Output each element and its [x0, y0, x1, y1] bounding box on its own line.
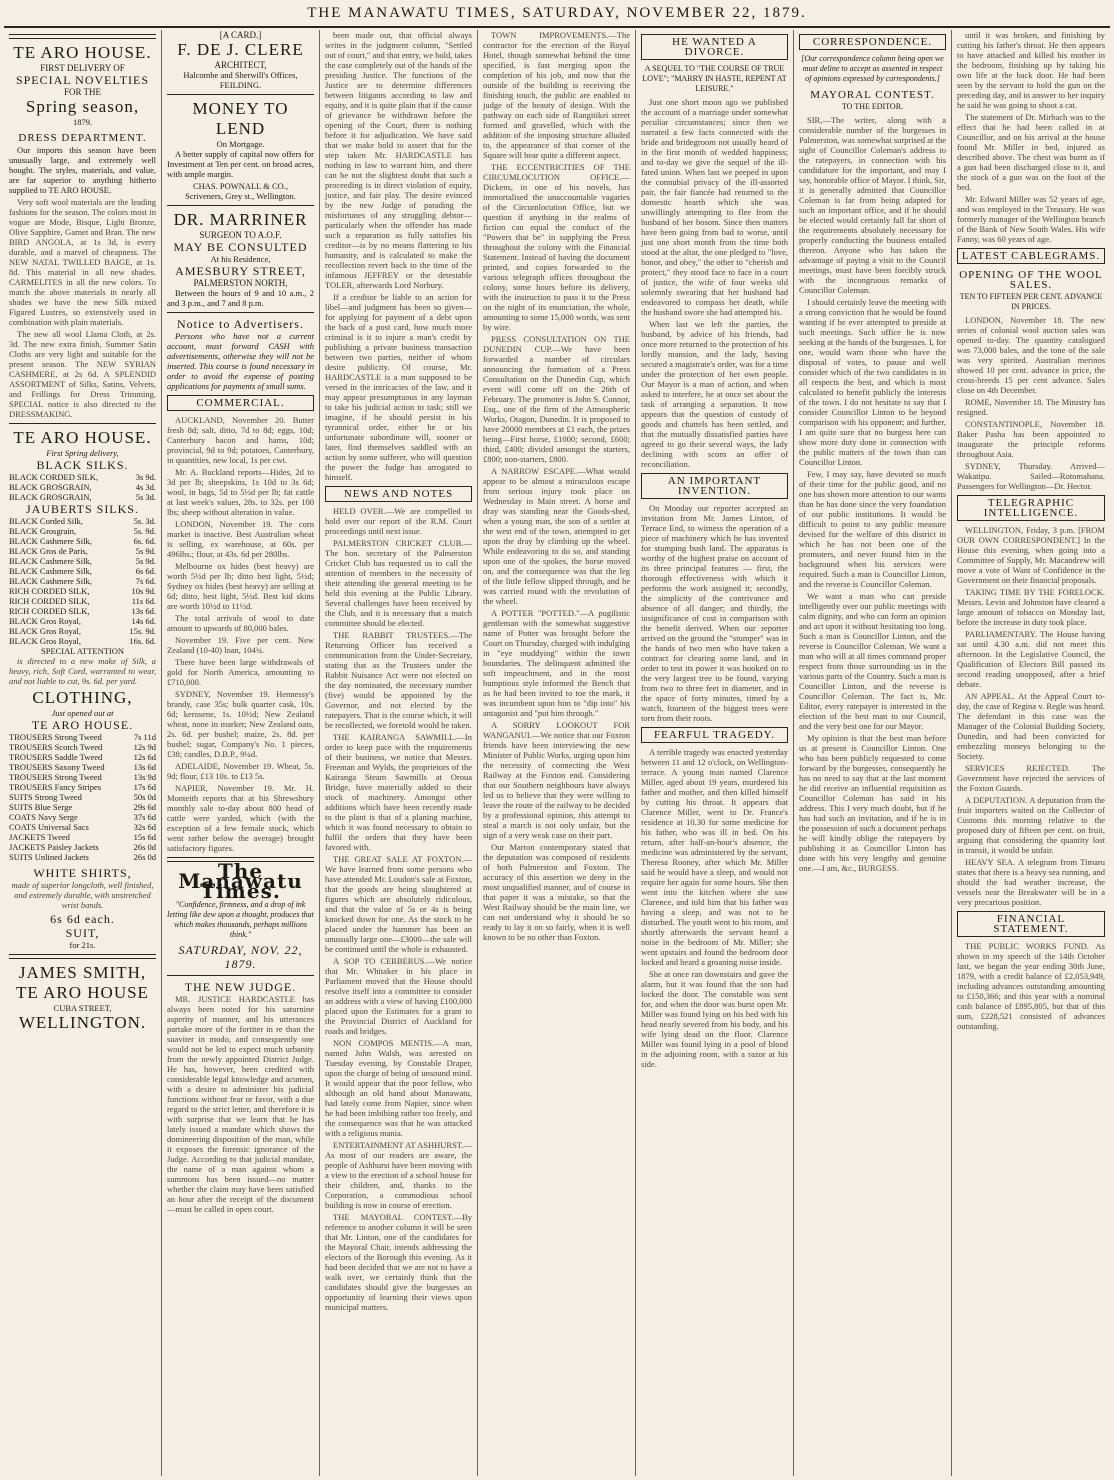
column-1: TE ARO HOUSE. FIRST DELIVERY OF SPECIAL NOVELTIES FOR THE Spring season, 1879. DRESS DEPARTMENT. Our imports this season have been unusually large, and extremely well bought. The styles, materials, and value, are far superior to anything hitherto supplied to TE ARO HOUSE. Very soft wool materials are the leading fashions for the season. The colors most in vogue are Mode, Bisque, Light Bronze, Olive Sapphire, Garnet and Bran. The new BIRD ANGOLA, at 1s 3d, is every durable, and a marvel of cheapness. The NEW NATAL TWILLED BAIGE, at 1s. 8d. This material in all new shades. CARMELITES in all the new colors. To match the above materials in nearly all shades we have the new Silk mixed Figured Lustres, so extensively used in combination with plain materials. The new all wool Llama Cloth, at 2s. 3d. The new extra finish, Summer Satin Cloths are very light and suitable for the present season. The NEW SYRIAN CASHMERE, at 2s 6d. A SPLENDID ASSORTMENT of Silks, Satins, Velvets, and Frillings for Dress Trimming. SPECIAL notice is also directed to the DRESSMAKING. TE ARO HOUSE. First Spring delivery, BLACK SILKS. BLACK CORDED SILK, 3s 9d. BLACK GROSGRAIN, 4s 3d. BLACK GROSGRAIN, 5s 3d. JAUBERTS SILKS. BLACK Corded Silk, 5s. 3d. BLACK Grosgrain, 5s. 9d. BLACK Cashmere Silk, 6s. 6d. BLACK Gros de Paris, 5s 9d. BLACK Cashmere Silk, 5s 9d. BLACK Cashmere Silk, 6s 6d. BLACK Cashmere Silk, 7s 6d. RICH CORDED SILK, 10s 9d. RICH CORDED SILK, 11s 6d. RICH CORDED SILK, 13s 6d. BLACK Gros Royal, 14s 6d. BLACK Gros Royal, 15s. 9d. BLACK Gros Royal, 16s. 6d. SPECIAL ATTENTION is directed to a new make of Silk, a heavy, rich, Soft Cord, warranted to wear, and not liable to cut, 9s. 6d. per yard. CLOTHING, Just opened out at TE ARO HOUSE. TROUSERS Strong Tweed 7s 11d TROUSERS Scotch Tweed 12s 9d TROUSERS Saddle Tweed 12s 6d TROUSERS Saxony Tweed 13s 6d TROUSERS Strong Tweed 13s 9d TROUSERS Fancy Stripes 17s 6d SUITS Strong Tweed 50s 0d SUITS Blue Serge 29s 6d COATS Navy Serge 37s 6d COATS Universal Sacs 32s 6d JACKETS Tweed 15s 6d JACKETS Paisley Jackets 26s 0d SUITS Unlined Jackets 26s 0d WHITE SHIRTS, made of superior longcloth, well finished, and extremely durable, with unstretched wrist bands. 6s 6d each. SUIT, for 21s. JAMES SMITH, TE ARO HOUSE CUBA STREET, WELLINGTON.	[4, 30, 162, 1476]
ad-title: TE ARO HOUSE.	[13, 43, 152, 62]
column-4: TOWN IMPROVEMENTS.—The contractor for the erection of the Royal Hotel, though somewhat behind the time specified, is fast merging upon the completion of his job, and now that the outside of the building is receiving the finishing touch, the public are enabled to judge of the beauty of design. With the pathway on each side of Rangitikei street formed and gravelled, which with the addition of the imposing structure alluded to, the appearance of that corner of the Square will bear quite a different aspect. THE ECCENTRICITIES OF THE CIRCUMLOCUTION OFFICE.—Dickens, in one of his novels, has immortalised the unaccountable vagaries of the Circumlocution Office, but we question if anything in the realms of fiction can equal the conduct of the "Powers that be" in supplying the Press throughout the colony with the Financial Statement. Instead of having the document printed, and copies forwarded to the various telegraph offices throughout the colony, some hours before its delivery, with the instruction to pass it to the Press on the night of its enunciation, the whole, amounting to some 15,000 words, was sent by wire. PRESS CONSULTATION ON THE DUNEDIN CUP.—We have been forwarded a number of circulars announcing the formation of a Press Consultation on the Dunedin Cup, which event will come off on the 26th of February. The promoter is John S. Connor, Esq., one of the firm of the Atmospheric Works, Otagon, Dunedin. It is proposed to have 20000 members at £1 each, the prizes being—First horse, £1000; second, £600; third, £400; divided amongst the starters, £800; non-starters, £800. A NARROW ESCAPE.—What would appear to be almost a miraculous escape from serious injury took place on Wednesday in Main street. A horse and dray was standing near the Goods-shed, when a young man, the son of a settler at the west end of the town, attempted to get upon the dray by climbing up the wheel. While endeavoring to do so, and standing upon one of the spokes, the horse moved on, and the consequence was that the leg of the little fellow slipped through, and he was carried round with the revolution of the wheel. A POTTER "POTTED."—A pugilistic gentleman with the somewhat suggestive name of Potter was brought before the Court on Thursday, charged with indulging in "eye muddying" within the town boundaries. The delinquent admitted the soft impeachment, and in the most bumptious style informed the Bench that as he had been invited to toe the mark, it was incumbent upon him to "dip into" his antagonist and "put him through." A SORRY LOOKOUT FOR WANGANUI.—We notice that our Foxton friends have been interviewing the new Minister of Public Works, urging upon him the necessity of connecting the West Railway at the Foxton end. Considering that our Southern neighbours have always led us to believe that they were willing to leave the route of the railway to be decided by a professional opinion, this attempt to steal a march is not only unfair, but the sign of a very weak case on their part. Our Marton contemporary stated that the deputation was composed of residents of both Palmerston and Foxton. The accuracy of this assertion we deny in the most unqualified manner, and of course in that paper it was a mistake, so that the West Railway should be the main line, we can not understand why it should be so ready to lay it on so fairly, when it is well known to be no other than Foxton.	[478, 30, 636, 1476]
masthead: THE MANAWATU TIMES, SATURDAY, NOVEMBER 22, 1879.	[307, 5, 807, 21]
column-7: until it was broken, and finishing by cutting his father's throat. He then appears to have attacked and killed his mother in the bedroom, finishing up by taking his own life at the back door. He had been seen by the servant to hold the gun on the preceding day, and in answer to her inquiry he said he was going to shoot a cat. The statement of Dr. Mirbach was to the effect that he had been called in at Councillor, and on his arrival at the house found Mr. Miller in bed, injured as described above. The chest was burnt as if a gun had been discharged close to it, and the stock of a gun was on the foot of the bed. Mr. Edward Miller was 52 years of age, and was employed in the Treasury. He was formerly manager of the Wellington branch of the Bank of New South Wales. His wife Fanny, was 60 years of age. LATEST CABLEGRAMS. OPENING OF THE WOOL SALES. TEN TO FIFTEEN PER CENT. ADVANCE IN PRICES. LONDON, November 18. The new series of colonial wool auction sales was opened to-day. The quantity catalogued was 73,000 bales, and the tone of the sale was very spirited. Australian merinos showed 10 per cent. advance in price, the cross-breeds 15 per cent advance. Sales close on 4th December. ROME, November 18. The Ministry has resigned. CONSTANTINOPLE, November 18. Baker Pasha has been appointed to inaugurate the principle reforms throughout Asia. SYDNEY, Thursday. Arrived—Wakatipu. Sailed—Rotomahana. Passengers for Wellington—Dr. Hector. TELEGRAPHIC INTELLIGENCE. WELLINGTON, Friday, 3 p.m. [FROM OUR OWN CORRESPONDENT.] In the House this evening, when going into a Committee of Supply, Mr. Macandrew will move a vote of Want of Confidence in the Government on their financial proposals. TAKING TIME BY THE FORELOCK. Messrs. Levin and Johnston have cleared a large amount of tobacco on Monday last, before the increase in duty took place. PARLIAMENTARY. The House having sat until 4.30 a.m. did not meet this afternoon. In the Legislative Council, the Qualification of Electors Bill passed its second reading unopposed, after a brief debate. AN APPEAL. At the Appeal Court to-day, the case of Regina v. Regle was heard. The defendant in this case was the Manager of the Colonial Building Society, Dunedin, and had been convicted for embezzling moneys belonging to the Society. SERVICES REJECTED. The Government have rejected the services of the Foxton Guards. A DEPUTATION. A deputation from the fruit importers waited on the Collector of Customs this morning relative to the proposed duty of fifteen per cent. on fruit, arguing that considering the quantity lost in transit, it would be unfair. HEAVY SEA. A telegram from Timaru states that there is a heavy sea running, and should the bad weather increase, the vessels near the Breakwater will be in a very precarious position. FINANCIAL STATEMENT. THE PUBLIC WORKS FUND. As shown in my speech of the 14th October last, we began the year ending 30th June, 1879, with a credit balance of £2,053,949, including advances outstanding amounting to £150,366; and this year with a nominal cash balance of £895,805, but that of this sum, £228,521 consisted of advances outstanding.	[957, 30, 1105, 1031]
column-5: HE WANTED A DIVORCE. A SEQUEL TO "THE COURSE OF TRUE LOVE"; "MARRY IN HASTE, REPENT AT LEISURE." Just one short moon ago we published the account of a marriage under somewhat peculiar circumstances; since then we narrated a few facts connected with the bride and bridegroom not usually heard of in the first month of wedded happiness; and to-day we give the sequel of the ill-fated union. When last we peeped in upon the connubial privacy of the ill-assorted pair, the fair fiancée had returned to the domestic hearth which she was unwillingly attempting to flee from the husband of her bosom. Since then matters have been going from bad to worse, until just one short month from the time both stood at the altar, the one pledged to "love, honor, and obey," the other to "cherish and protect," they stood face to face in a court of justice, the wife of four weeks old solemnly swearing that her husband had endeavored to compass her death, while the husband swore she had attempted his. When last we left the parties, the husband, by advice of his friends, had once more returned to the protection of his lordly mansion, and the lady, having secured a magistrate's order, was for a time under the protection of her own people. Our Mayor is a man of action, and when asked to interfere, he at once set about the task of arranging a separation. It now appears that the question of custody of goods and chattels has been settled, and that the mutually dissatisfied parties have agreed to go their several ways, the lady declining with scorn an offer of reconciliation. AN IMPORTANT INVENTION. On Monday our reporter accepted an invitation from Mr. James Linton, of Terrace End, to witness the operation of a piece of machinery which he has invented for stumping bush land. The apparatus is worthy of the highest praise on account of its three principal features — first, the thorough effectiveness with which it performs the work assigned it; secondly, the simplicity of the contrivance and absence of all danger; and thirdly, the insignificance of cost in comparison with the benefit derived. When our reporter arrived on the ground the "stumper" was in the hands of two men who have taken a contract for clearing some land, and in order to test its power it was hooked on to the very largest tree to be found, varying from two to three feet in diameter, and in the space of forty minutes, timed by a watch, fourteen of the biggest trees were torn from their roots. FEARFUL TRAGEDY. A terrible tragedy was enacted yesterday between 11 and 12 o'clock, on Wellington-terrace. A young man named Clarence Miller, aged about 19 years, murdered his father and mother, and then killed himself by cutting his throat. It appears that Clarence Miller, went to Dr. France's residence at 10.30 for some medicine for his father, who was ill in bed. On his return, after half-an-hour's absence, the medicine was administered by the servant, Theresa Rooney, after which Mr. Miller said he would have a sleep, and would not require her again for some hours. She then went into the kitchen where she saw Clarence, and told him that his father was having a sleep, and was not to be disturbed. The youth went to his room, and shortly afterwards the servant heard a noise in the bedroom of Mr. Miller; she went upstairs and found the bedroom door locked and heard a groaning noise inside. She at once ran downstairs and gave the alarm, but it was found that the son had locked the door. The constable was sent for, and when the door was burst open Mr. Miller was found lying on his bed with his head nearly severed from his body, and his wife lying dead on the floor. Clarence Miller was found lying in a pool of blood in the adjoining room, with a razor at his side.	[636, 30, 794, 1476]
masthead-rule	[4, 26, 1110, 28]
column-3: been made out, that official always writes in the judgment column, "Settled out of court," and that entry, we hold, takes the case completely out of the hands of the presiding Justice. The functions of the Justice are to determine differences between litigants according to law and equity, and it is quite plain that if the cause of grievance be withdrawn before the opening of the Court, there is nothing before it for adjudication. We have said that we make bold to assert that for the step taken Mr. HARDCASTLE has nothing in law to warrant him, and there can be not the slightest doubt that such a proceeding is in direct violation of equity, justice, and fair play. The desire evinced by the new Judge of parading the misfortunes of any struggling debtor—particularly when the offender has made such a reparation as fully satisfies his creditor—is by no means flattering to his humanity, and is calculated to make the recollection revert back to the time of the infamous JEFFREY or the detestable TOLER, afterwards Lord Norbury. If a creditor be liable to an action for libel—and judgment has been so given—for applying for payment of a debt upon the back of a post card, how much more criminal is it to injure a man's credit by publishing a private business transaction between two parties, neither of whom desire publicity. Of course, Mr. HARDCASTLE is a man supposed to be versed in the intricacies of the law, and it may appear presumptuous in any layman to take his judicial action to task; still we imagine, if he should persist in his tyrannical order, either he or his unfortunate subordinate will, sooner or later, find themselves saddled with an action by some sufferer, who will question the power the Judge has arrogated to himself. NEWS AND NOTES HELD OVER.—We are compelled to hold over our report of the R.M. Court proceedings until next issue. PALMERSTON CRICKET CLUB.—The hon. secretary of the Palmerston Cricket Club has requested us to call the attention of members to the necessity of their attending the general meeting to be held this evening at the Public Library. Several challenges have been received by the Club, and it is necessary that a match committee should be elected. THE RABBIT TRUSTEES.—The Returning Officer has received a communication from the Under-Secretary, stating that as the Trustees under the Rabbit Nuisance Act were not elected on the day nominated, the necessary number (five) would be appointed by the Governor, and not elected by the ratepayers. That is the course which, it will be recollected, we foretold would be taken. THE KAIRANGA SAWMILL.—In order to keep pace with the requirements of their business, we notice that Messrs. Freeman and Wylds, the proprietors of the Kairanga Steam Sawmills at Oroua Bridge, have materially added to their stock of machinery. Amongst other additions which have been recently made to the plant is that of a planing machine, which it was found necessary to obtain to fulfil the orders that they have been favored with. THE GREAT SALE AT FOXTON.—We have learned from some persons who have attended Mr. Loudon's sale at Foxton, that the goods are being slaughtered at figures which are absolutely ridiculous, and that the value of 5s or 4s is being knocked down for one. As the stock to be placed under the hammer has been an unusually large one—£3000—the sale will be continued until the whole is exhausted. A SOP TO CERBERUS.—We notice that Mr. Whitaker in his place in Parliament moved that the House should resolve itself into a committee to consider an address with a view of having £100,000 placed upon the Estimates for a grant to the Provincial District of Auckland for roads and bridges. NON COMPOS MENTIS.—A man, named John Walsh, was arrested on Tuesday evening, by Constable Draper, upon the charge of being of unsound mind. It would appear that the poor fellow, who although an old hand about Manawatu, had lately come from Napier, since when he had been imbibing rather too freely, and the consequence was that he was attacked with a religious mania. ENTERTAINMENT AT ASHHURST.—As most of our readers are aware, the people of Ashhurst have been moving with a view to the erection of a school house for their children, and, thanks to the Corporation, a commodious school building is now in course of erection. THE MAYORAL CONTEST.—By reference to another column it will be seen that Mr. Linton, one of the candidates for the Mayoral Chair, intends addressing the electors of the Borough this evening. As it had been decided that we are not to have a walk over, we certainly think that the candidates should give the burgesses an opportunity of learning their views upon municipal matters.	[320, 30, 478, 1476]
column-2: [A CARD.] F. DE J. CLERE ARCHITECT, Halcombe and Sherwill's Offices, FEILDING. MONEY TO LEND On Mortgage. A better supply of capital now offers for Investment at Ten per cent. on broad acres, with ample margin. CHAS. POWNALL & CO., Scriveners, Grey st., Wellington. DR. MARRINER SURGEON TO A.O.F. MAY BE CONSULTED At his Residence, AMESBURY STREET, PALMERSTON NORTH, Between the hours of 9 and 10 a.m., 2 and 3 p.m., and 7 and 8 p.m. Notice to Advertisers. Persons who have not a current account, must forward CASH with advertisements, otherwise they will not be inserted. This course is found necessary in order to avoid the expense of posting applications for payments of small sums. COMMERCIAL. AUCKLAND, November 20. Butter fresh 8d; salt, ditto, 7d to 8d; eggs, 10d; Canterbury bacon and hams, 10d; provincial, 9d to 9d; potatoes, Canterbury, in quantities, new local, 1s per cwt. Mr. A. Buckland reports—Hides, 2d to 3d per lb; sheepskins, 1s 10d to 3s 6d; wool, in bags, 5d to 5½d per lb; fat cattle at last week's values, 28s. to 32s. per 100 lbs; sheep without alteration in value. LONDON, November 19. The corn market is inactive. Best Australian wheat is selling, ex warehouse, at 60s. per 496lbs.; flour, at 43s. 6d per 280lbs. Melbourne ox hides (best heavy) are worth 5½d per lb; ditto best light, 5½d; Sydney ox hides (best heavy) are selling at 6d; ditto, best light, 5½d. Best kid skins are worth 10½d to 11½d. The total arrivals of wool to date amount to upwards of 80,000 bales. November 19. Five per cent. New Zealand (10-40) loan, 104¾. There have been large withdrawals of gold for North America, amounting to £710,000. SYDNEY, November 19. Hennessy's brandy, case 35s; bulk quarter cask, 10s. 6d; kerosene, 1s. 10½d; New Zealand wheat, none in market; New Zealand oats, 2s. 6d. per bushel; maize, 2s. 8d. per bushel; sugar, Company's No. 1 pieces, £38; candles, D.B.P., 9¼d. ADELAIDE, November 19. Wheat, 5s. 9d; flour, £13 10s. to £13 5s. NAPIER, November 19. Mr. H. Monteith reports that at his Shrewsbury monthly sale to-day about 800 head of cattle were yarded, which (with the exception of a few female stock, which went rather below the average) brought satisfactory figures. The Manawatu Times. "Confidence, firmness, and a drop of ink letting like dew upon a thought, produces that which makes thousands, perhaps millions think." SATURDAY, NOV. 22, 1879. THE NEW JUDGE. MR. JUSTICE HARDCASTLE has always been noted for his saturnine asperity of manner, and his utterances partake more of the fortiter in re than the suaviter in modo, and consequently one would not be led to expect much urbanity from the newly appointed District Judge. He has, however, been credited with considerable legal knowledge and acumen, with a desire to administer his judicial functions without fear or favor, with a due regard to the strict letter, and therefore it is with surprise that we learn that he has lately issued a mandate which shows the domineering disposition of the man, while it exposes the forensic ignorance of the Judge. According to that judicial mandate, the name of a man against whom a summons has been issued—no matter whether the claim may have been satisfied an hour after the receipt of the document—must be called in open court.	[162, 30, 320, 1476]
column-6: CORRESPONDENCE. [Our correspondence column being open we must deline to accept as assented in respect of opinions expressed by correspondents.] MAYORAL CONTEST. TO THE EDITOR. SIR,—The writer, along with a considerable number of the burgesses in Palmerston, was somewhat surprised at the sight of Councillor Coleman's address to the ratepayers, in connection with his candidature for the important, and may I say, honorable office of Mayor. I think, Sir, it is generally admitted that Councillor Coleman is far from being adapted for such an important office, and if he should be elected would certainly fall far short of the requirements absolutely necessary for properly conducting the business entailed thereon. Anyone who has taken the advantage of paying a visit to the Council meetings, must have been forcibly struck with the incongruous remarks of Councillor Coleman. I should certainly leave the meeting with a strong conviction that he would be found wanting if he ever attempted to preside at such meetings. Such office he is now seeking at the hands of the burgesses. I, for one, would warn those who have the disposal of votes, to pause and well consider which of the two candidates is in all respects the best, and which is most calculated to benefit publicly the interests of the town. I do not hesitate to say that I consider Councillor Linton to be beyond comparison with his opponent; and further, I am quite sure that no burgess here can show more duty done in connection with the public matters of the town than can Councillor Linton. Few, I may say, have devoted so much of their time for the public good, and no one has shown more attention to our wants than he has done since the very foundation of our public institutions. It would be difficult to point to any public measure devised for the welfare of this district in which he has not been one of the promoters, and never found him in the background when his services were required. Such a man is Councillor Linton, and the reverse is Councillor Coleman. We want a man who can preside intelligently over our public meetings with calm dignity, and who can form an opinion and act upon it without hesitating too long. Such a man is Councillor Linton, and the reverse is Councillor Coleman. We want a man who will at all times command proper respect from those surrounding us in the various parts of the Country. Such a man is Councillor Linton, and the reverse is Councillor Coleman. The fact is, Mr. Editor, every ratepayer is interested in the election of the best man to our Council, and the very best one for our Mayor. My opinion is that the best man before us at present is Councillor Linton. One who has been publicly requested to come forward by the burgesses, consequently he has no need to say that at the last moment he did receive an influential requisition as Councillor Coleman has said in his address. This I very much doubt, but if he has had such an invitation, and if he is in the possession of such a document perhaps he will kindly oblige the ratepayers by publishing it as Councillor Linton has done with his very lengthy and genuine one.—I am, &c., BURGESS.	[794, 30, 952, 1476]
footer-name: JAMES SMITH,	[18, 963, 147, 982]
special-attention: SPECIAL ATTENTION	[40, 646, 125, 656]
columns	[4, 30, 1110, 1476]
paper-title: The Manawatu Times.	[178, 859, 303, 903]
